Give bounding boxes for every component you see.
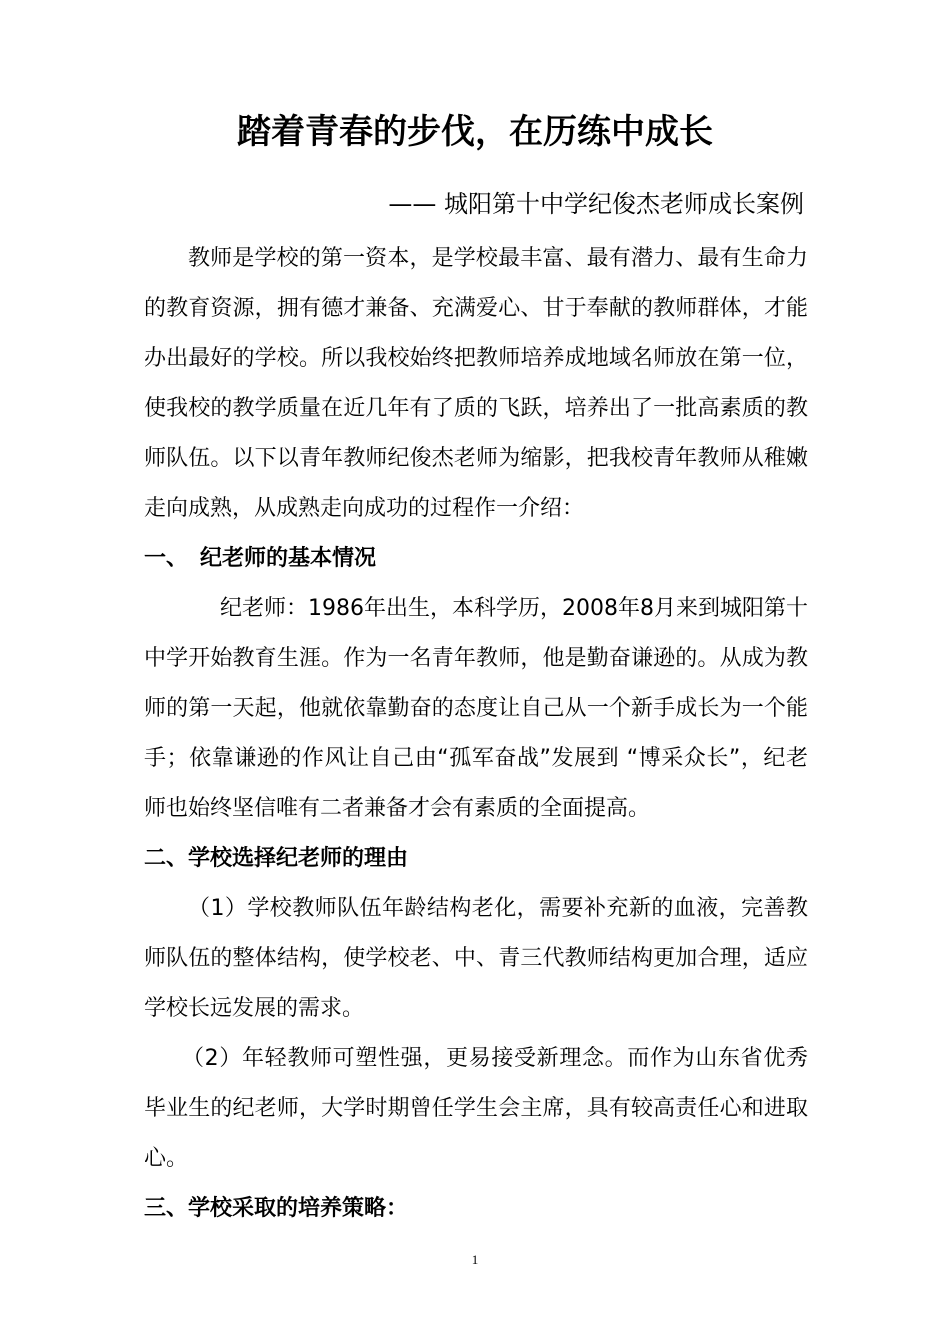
section2-reason2: （2）年轻教师可塑性强，更易接受新理念。而作为山东省优秀毕业生的纪老师，大学时期曾任学生会主席，具有较高责任心和进取心。: [144, 1046, 808, 1171]
section1-number: 一、: [144, 546, 189, 571]
document-subtitle: —— 城阳第十中学纪俊杰老师成长案例: [388, 190, 804, 218]
document-body: [144, 234, 808, 1234]
section2-heading: 二、学校选择纪老师的理由: [144, 846, 409, 871]
section1-heading: [144, 534, 808, 584]
page-number: 1: [471, 1252, 479, 1267]
section1-paragraph: 纪老师：1986年出生，本科学历，2008年8月来到城阳第十中学开始教育生涯。作为一名青年教师，他是勤奋谦逊的。从成为教师的第一天起，他就依靠勤奋的态度让自己从一个新手成长为一个能手；依靠谦逊的作风让自己由“孤军奋战”发展到 “博采众长”，纪老师也始终坚信唯有二者兼备才会有素质的全面提高。: [144, 596, 808, 821]
intro-paragraph: 教师是学校的第一资本，是学校最丰富、最有潜力、最有生命力的教育资源，拥有德才兼备、充满爱心、甘于奉献的教师群体，才能办出最好的学校。所以我校始终把教师培养成地域名师放在第一位，使我校的教学质量在近几年有了质的飞跃，培养出了一批高素质的教师队伍。以下以青年教师纪俊杰老师为缩影，把我校青年教师从稚嫩走向成熟，从成熟走向成功的过程作一介绍：: [144, 246, 808, 521]
section1-heading-text: 纪老师的基本情况: [200, 546, 377, 571]
section3-heading: 三、学校采取的培养策略：: [144, 1196, 409, 1221]
section2-reason1: （1）学校教师队伍年龄结构老化，需要补充新的血液，完善教师队伍的整体结构，使学校老、中、青三代教师结构更加合理，适应学校长远发展的需求。: [144, 896, 808, 1021]
document-title: 踏着青春的步伐，在历练中成长: [237, 112, 713, 152]
